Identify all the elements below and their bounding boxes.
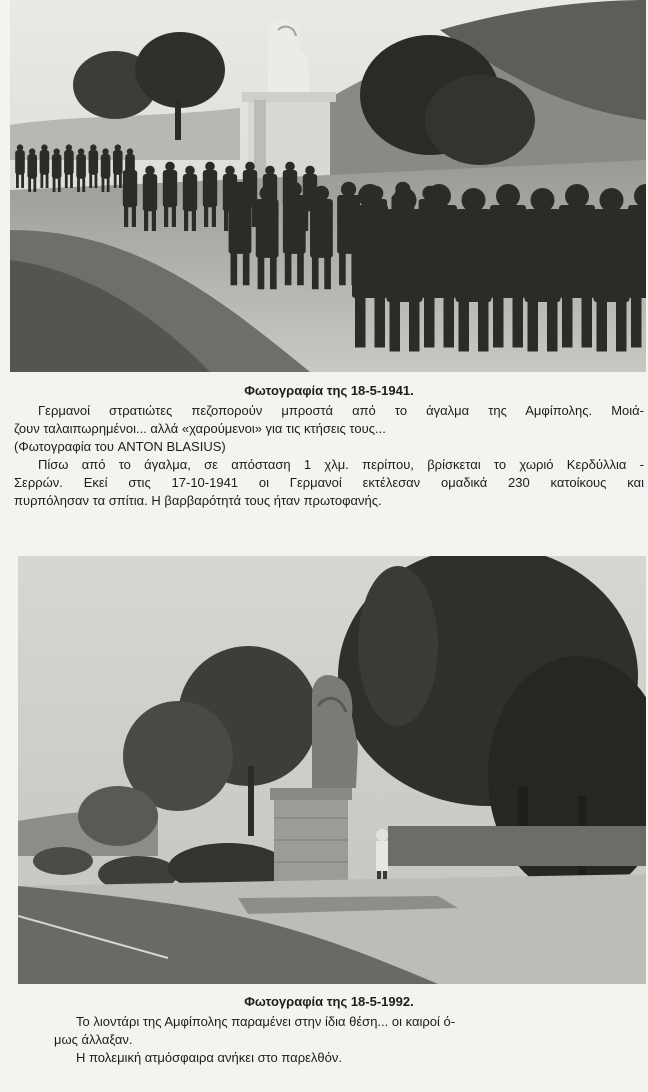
caption-1992-line-2: μως άλλαξαν. xyxy=(54,1032,133,1047)
caption-1941-line-4: Πίσω από το άγαλμα, σε απόσταση 1 χλμ. περίπου, βρίσκεται το χωριό Κερδύλλια - xyxy=(38,457,644,472)
caption-1941-line-1: Γερμανοί στρατιώτες πεζοπορούν μπροστά από το άγαλμα της Αμφίπολης. Μοιά- xyxy=(38,403,644,418)
caption-1941-line-6: πυρπόλησαν τα σπίτια. Η βαρβαρότητά τους ήταν πρωτοφανής. xyxy=(14,493,382,508)
caption-1992-title: Φωτογραφία της 18-5-1992. xyxy=(244,994,414,1009)
photo-1941-soldiers xyxy=(10,0,646,372)
caption-1992-line-3: Η πολεμική ατμόσφαιρα ανήκει στο παρελθόν. xyxy=(76,1050,342,1065)
caption-1941-line-2: ζουν ταλαιπωρημένοι... αλλά «χαρούμενοι» για τις κτήσεις τους... xyxy=(14,421,386,436)
photo-1992-lion xyxy=(18,556,646,984)
caption-1941-line-5: Σερρών. Εκεί στις 17-10-1941 οι Γερμανοί εκτέλεσαν ομαδικά 230 κατοίκους και xyxy=(14,475,644,490)
photo-1992-image xyxy=(18,556,646,984)
caption-1941 xyxy=(14,382,644,510)
caption-1992 xyxy=(14,993,644,1067)
caption-1992-line-1: Το λιοντάρι της Αμφίπολης παραμένει στην ίδια θέση... οι καιροί ό- xyxy=(76,1014,456,1029)
caption-1941-line-3: (Φωτογραφία του ANTON BLASIUS) xyxy=(14,439,226,454)
photo-1941-image xyxy=(10,0,646,372)
caption-1941-title: Φωτογραφία της 18-5-1941. xyxy=(244,383,414,398)
